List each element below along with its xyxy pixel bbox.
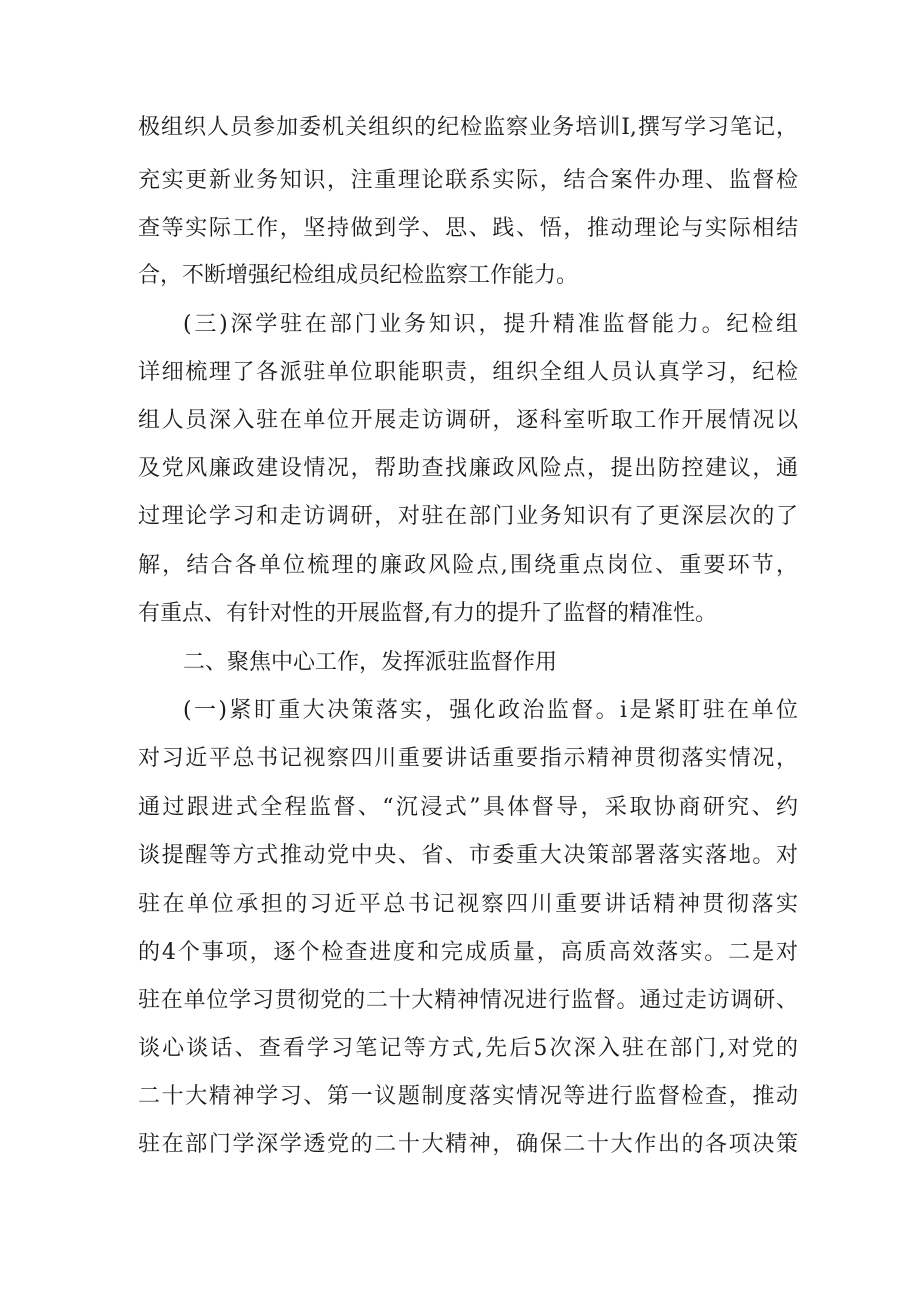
text-line: 驻在单位承担的习近平总书记视察四川重要讲话精神贯彻落实 (138, 892, 798, 917)
text-line: 通过跟进式全程监督、“沉浸式”具体督导，采取协商研究、约 (138, 795, 798, 820)
text-line: 过理论学习和走访调研，对驻在部门业务知识有了更深层次的了 (138, 504, 798, 529)
text-line: 详细梳理了各派驻单位职能职责，组织全组人员认真学习，纪检 (138, 360, 798, 385)
text-line: 驻在部门学深学透党的二十大精神，确保二十大作出的各项决策 (138, 1132, 798, 1157)
text-line: 合，不断增强纪检组成员纪检监察工作能力。 (138, 263, 579, 288)
section-heading-2: 二、聚焦中心工作，发挥派驻监督作用 (183, 650, 558, 675)
text-line: 谈心谈话、查看学习笔记等方式,先后5次深入驻在部门,对党的 (138, 1036, 798, 1061)
text-line: 的4个事项，逐个检查进度和完成质量，高质高效落实。二是对 (138, 940, 798, 965)
text-line: 对习近平总书记视察四川重要讲话重要指示精神贯彻落实情况， (138, 746, 798, 771)
text-line: 组人员深入驻在单位开展走访调研，逐科室听取工作开展情况以 (138, 408, 798, 433)
text-line: 谈提醒等方式推动党中央、省、市委重大决策部署落实落地。对 (138, 843, 798, 868)
text-line: 充实更新业务知识，注重理论联系实际，结合案件办理、监督检 (138, 168, 798, 193)
text-line: 驻在单位学习贯彻党的二十大精神情况进行监督。通过走访调研、 (138, 988, 798, 1013)
subsection-heading-1: (一)紧盯重大决策落实，强化政治监督。i是紧盯驻在单位 (183, 698, 798, 723)
text-line: 查等实际工作，坚持做到学、思、践、悟，推动理论与实际相结 (138, 216, 798, 241)
text-line: 有重点、有针对性的开展监督,有力的提升了监督的精准性。 (138, 601, 717, 626)
text-line: 解，结合各单位梳理的廉政风险点,围绕重点岗位、重要环节， (138, 553, 798, 578)
text-line: 极组织人员参加委机关组织的纪检监察业务培训I,撰写学习笔记， (138, 115, 798, 140)
section-heading-3: (三)深学驻在部门业务知识，提升精准监督能力。纪检组 (183, 312, 798, 337)
text-line: 及党风廉政建设情况，帮助查找廉政风险点，提出防控建议，通 (138, 456, 798, 481)
text-line: 二十大精神学习、第一议题制度落实情况等进行监督检查，推动 (138, 1084, 798, 1109)
